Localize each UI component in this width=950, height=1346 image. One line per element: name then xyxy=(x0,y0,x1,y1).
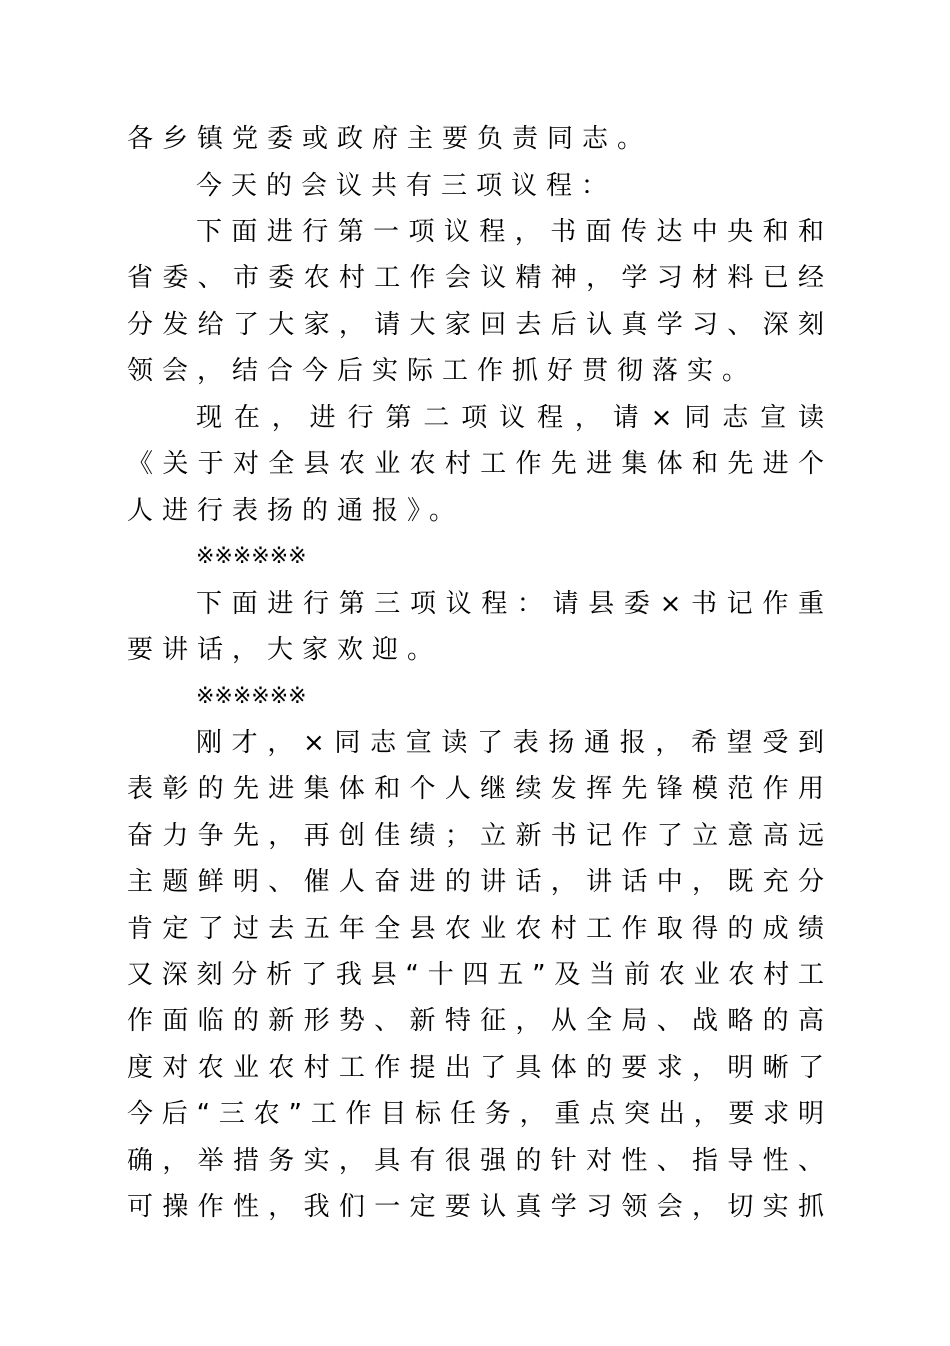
text-line: 人进行表扬的通报》。 xyxy=(127,496,465,526)
text-line: 领会，结合今后实际工作抓好贯彻落实。 xyxy=(127,356,758,386)
text-line: 今天的会议共有三项议程： xyxy=(196,171,617,201)
separator-marks: ※※※※※※ xyxy=(196,684,307,709)
text-line: 度对农业农村工作提出了具体的要求，明晰了 xyxy=(127,1053,824,1083)
text-line: 确，举措务实，具有很强的针对性、指导性、 xyxy=(127,1146,824,1176)
text-line: 《关于对全县农业农村工作先进集体和先进个 xyxy=(127,449,824,479)
text-line: 又深刻分析了我县“十四五”及当前农业农村工 xyxy=(127,960,824,990)
text-line: 要讲话，大家欢迎。 xyxy=(127,635,443,665)
text-line: 下面进行第一项议程，书面传达中央和和 xyxy=(196,217,824,247)
text-line: 奋力争先，再创佳绩；立新书记作了立意高远 xyxy=(127,821,824,851)
text-line: 下面进行第三项议程：请县委×书记作重 xyxy=(196,589,824,619)
separator-marks: ※※※※※※ xyxy=(196,544,307,569)
text-line: 作面临的新形势、新特征，从全局、战略的高 xyxy=(127,1006,824,1036)
text-line: 表彰的先进集体和个人继续发挥先锋模范作用 xyxy=(127,774,824,804)
text-line: 分发给了大家，请大家回去后认真学习、深刻 xyxy=(127,310,824,340)
text-line: 各乡镇党委或政府主要负责同志。 xyxy=(127,124,653,154)
text-line: 现在，进行第二项议程，请×同志宣读 xyxy=(196,403,824,433)
text-line: 主题鲜明、催人奋进的讲话，讲话中，既充分 xyxy=(127,867,824,897)
text-line: 省委、市委农村工作会议精神，学习材料已经 xyxy=(127,263,824,293)
text-line: 今后“三农”工作目标任务，重点突出，要求明 xyxy=(127,1099,824,1129)
text-line: 刚才，×同志宣读了表扬通报，希望受到 xyxy=(196,728,824,758)
text-line: 可操作性，我们一定要认真学习领会，切实抓 xyxy=(127,1192,824,1222)
text-line: 肯定了过去五年全县农业农村工作取得的成绩 xyxy=(127,914,824,944)
